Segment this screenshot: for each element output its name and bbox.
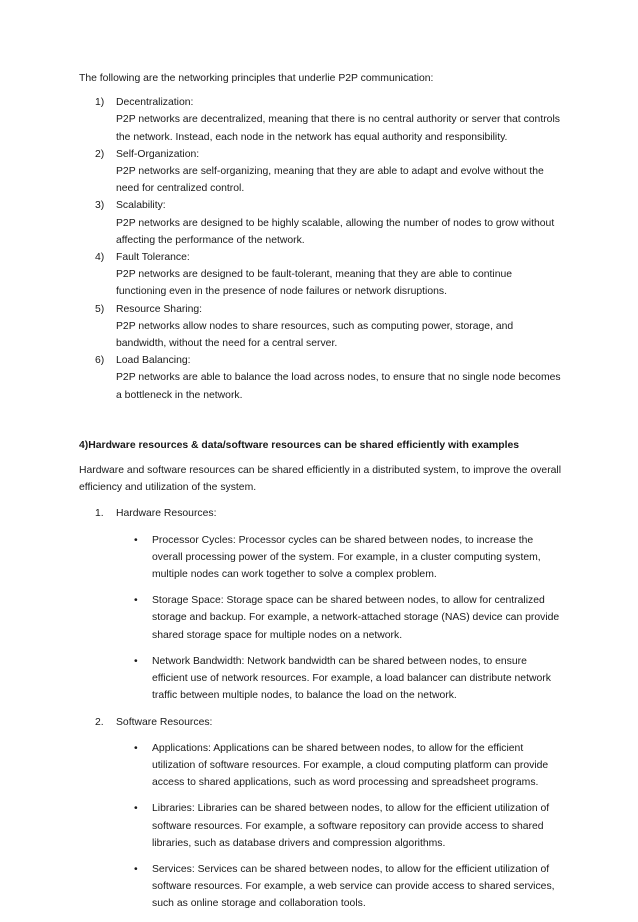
bullet-text: Applications: Applications can be shared between nodes, to allow for the efficient utilization of software resources. For example, a cloud computing platform can provide access to shared applications, such as word processing and spreadsheet programs. (152, 742, 549, 789)
bullet-item (116, 592, 565, 644)
intro-paragraph: The following are the networking principles that underlie P2P communication: (79, 73, 434, 84)
bullet-text: Libraries: Libraries can be shared between nodes, to allow for the efficient utilization of software resources. For example, a software repository can provide access to shared libraries, such as database drivers and compression algorithms. (152, 803, 550, 849)
principle-item (79, 352, 565, 404)
principle-description: P2P networks are decentralized, meaning that there is no central authority or server that controls the network. Instead, each node in the network has equal authority and responsibility. (116, 114, 560, 143)
bullet-icon: • (134, 595, 138, 607)
principle-description: P2P networks are self-organizing, meaning that they are able to adapt and evolve without the need for centralized control. (116, 166, 544, 195)
bullet-list (116, 532, 565, 705)
principle-number: 1) (95, 97, 105, 109)
principle-description: P2P networks allow nodes to share resources, such as computing power, storage, and bandwidth, without the need for a central server. (116, 320, 514, 350)
principle-title: Load Balancing: (116, 355, 191, 367)
bullet-icon: • (134, 655, 138, 667)
category-number: 1. (95, 508, 104, 520)
category-title: Software Resources: (116, 716, 213, 728)
document-page (79, 70, 565, 922)
principle-item (79, 301, 565, 353)
principle-item (79, 146, 565, 198)
principle-number: 4) (95, 252, 105, 264)
bullet-item (116, 861, 565, 913)
bullet-text: Network Bandwidth: Network bandwidth can be shared between nodes, to ensure efficient use of network resources. For example, a load balancer can distribute network traffic between multiple nodes, to balance the load on the network. (152, 655, 551, 702)
bullet-item (116, 800, 565, 852)
section-heading: 4)Hardware resources & data/software resources can be shared efficiently with examples (79, 439, 520, 451)
principle-description: P2P networks are designed to be highly scalable, allowing the number of nodes to grow without affecting the performance of the network. (116, 217, 555, 246)
bullet-text: Processor Cycles: Processor cycles can be shared between nodes, to increase the overall processing power of the system. For example, in a cluster computing system, multiple nodes can work together to solve a complex problem. (152, 534, 541, 581)
principle-item (79, 249, 565, 301)
principle-number: 5) (95, 303, 105, 315)
bullet-icon: • (134, 534, 138, 546)
principle-number: 2) (95, 148, 105, 160)
principle-title: Scalability: (116, 200, 166, 212)
principle-number: 6) (95, 355, 105, 367)
category-number: 2. (95, 716, 104, 728)
principle-title: Fault Tolerance: (116, 252, 190, 264)
principles-list (79, 94, 565, 404)
section-intro-paragraph: Hardware and software resources can be shared efficiently in a distributed system, to improve the overall efficiency and utilization of the system. (79, 465, 562, 494)
principle-number: 3) (95, 200, 105, 212)
bullet-item (116, 653, 565, 705)
bullet-text: Storage Space: Storage space can be shared between nodes, to allow for centralized storage and backup. For example, a network-attached storage (NAS) device can provide shared storage space for multiple nodes on a network. (152, 595, 560, 641)
bullet-item (116, 740, 565, 792)
principle-item (79, 197, 565, 249)
principle-title: Self-Organization: (116, 148, 200, 160)
category-software (79, 714, 565, 913)
bullet-icon: • (134, 742, 138, 754)
principle-description: P2P networks are able to balance the load across nodes, to ensure that no single node becomes a bottleneck in the network. (116, 372, 561, 401)
category-title: Hardware Resources: (116, 508, 217, 520)
bullet-icon: • (134, 803, 138, 815)
bullet-list (116, 740, 565, 913)
principle-item (79, 94, 565, 146)
category-hardware (79, 505, 565, 704)
principle-description: P2P networks are designed to be fault-tolerant, meaning that they are able to continue functioning even in the presence of node failures or network disruptions. (116, 269, 513, 298)
principle-title: Resource Sharing: (116, 303, 203, 315)
bullet-icon: • (134, 863, 138, 875)
principle-title: Decentralization: (116, 97, 194, 109)
bullet-item (116, 532, 565, 584)
bullet-text: Services: Services can be shared between nodes, to allow for the efficient utilization of software resources. For example, a web service can provide access to shared services, such as online storage and collaboration tools. (152, 863, 555, 910)
